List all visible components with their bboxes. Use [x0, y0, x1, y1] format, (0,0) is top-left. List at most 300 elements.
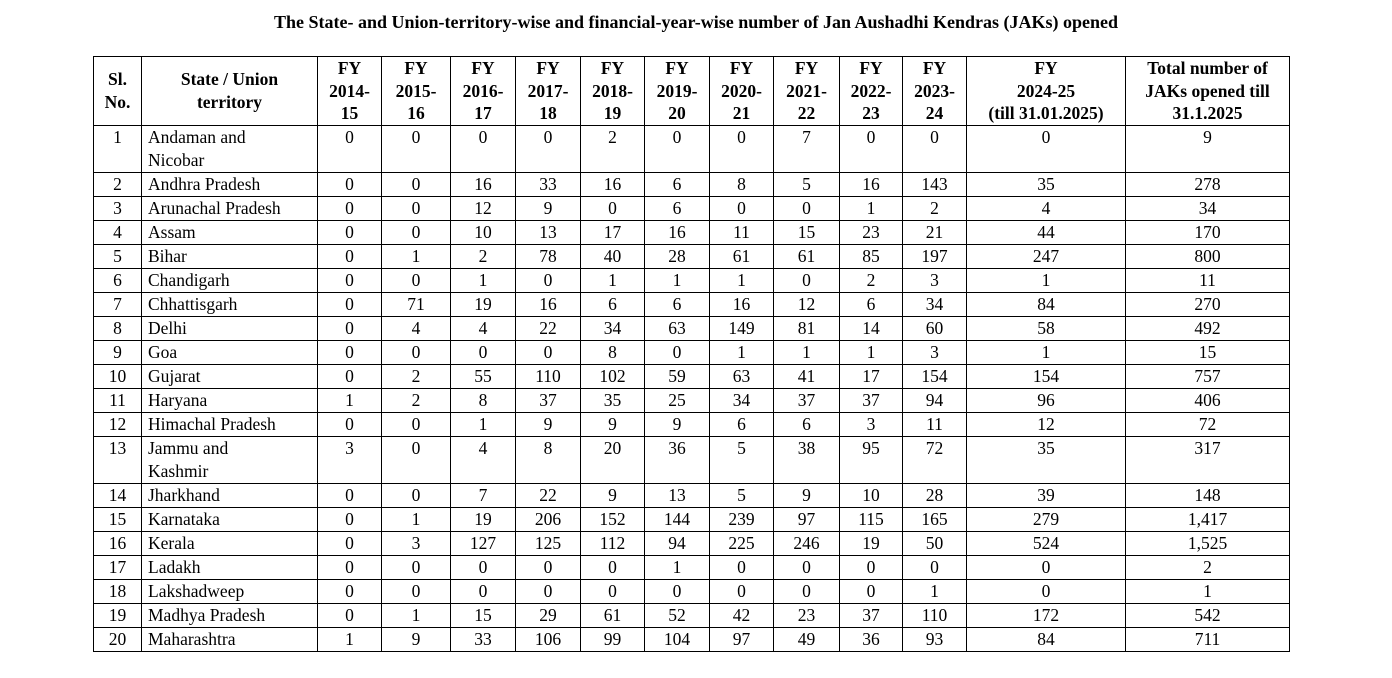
header-state-line: State / Union: [180, 69, 279, 90]
fy-value-cell: 0: [645, 125, 710, 172]
fy-value-cell: 11: [710, 220, 774, 244]
table-header: [94, 57, 1290, 126]
fy-value-cell: 0: [382, 220, 451, 244]
table-row: [94, 412, 1290, 436]
fy-value-cell: 8: [710, 172, 774, 196]
fy-value-cell: 1: [645, 555, 710, 579]
sl-no-cell: 19: [94, 603, 142, 627]
header-fy-line: 2019-: [656, 80, 698, 101]
header-total-line: JAKs opened till: [1145, 80, 1270, 101]
state-name-line: Himachal Pradesh: [148, 413, 276, 434]
fy-value-cell: 41: [774, 364, 840, 388]
fy-value-cell: 6: [840, 292, 903, 316]
fy-value-cell: 239: [710, 507, 774, 531]
fy-value-cell: 4: [451, 316, 516, 340]
fy-value-cell: 0: [516, 555, 581, 579]
state-name-line: Jammu and: [148, 437, 229, 458]
header-fy-line: 2017-: [527, 80, 569, 101]
sl-no-cell: 18: [94, 579, 142, 603]
fy-value-cell: 0: [710, 579, 774, 603]
header-fy-line: 2016-: [462, 80, 504, 101]
fy-value-cell: 0: [318, 531, 382, 555]
sl-no-cell: 12: [94, 412, 142, 436]
sl-no-cell: 5: [94, 244, 142, 268]
header-fy-line: FY: [600, 58, 625, 78]
fy-value-cell: 12: [774, 292, 840, 316]
fy-value-cell: 6: [645, 172, 710, 196]
fy-value-cell: 37: [774, 388, 840, 412]
fy-value-cell: 0: [382, 268, 451, 292]
fy-value-cell: 9: [516, 412, 581, 436]
fy-value-cell: 28: [645, 244, 710, 268]
header-fy-line: FY: [729, 58, 754, 78]
fy-value-cell: 110: [903, 603, 967, 627]
fy-value-cell: 1: [967, 340, 1126, 364]
fy-value-cell: 225: [710, 531, 774, 555]
header-fy: [318, 57, 382, 126]
fy-value-cell: 0: [710, 125, 774, 172]
fy-value-cell: 3: [840, 412, 903, 436]
table-row: [94, 436, 1290, 483]
header-fy: [840, 57, 903, 126]
state-cell: [142, 125, 318, 172]
fy-value-cell: 5: [710, 483, 774, 507]
header-sl-no-line: Sl.: [108, 69, 127, 90]
fy-value-cell: 63: [710, 364, 774, 388]
fy-value-cell: 0: [382, 436, 451, 483]
fy-value-cell: 0: [382, 196, 451, 220]
fy-value-cell: 1: [645, 268, 710, 292]
fy-value-cell: 84: [967, 292, 1126, 316]
header-fy-line: 19: [603, 103, 622, 123]
fy-value-cell: 0: [318, 579, 382, 603]
fy-value-cell: 1: [967, 268, 1126, 292]
state-name-line: Bihar: [148, 245, 187, 266]
fy-value-cell: 96: [967, 388, 1126, 412]
fy-value-cell: 95: [840, 436, 903, 483]
state-cell: [142, 579, 318, 603]
state-cell: [142, 172, 318, 196]
fy-value-cell: 16: [840, 172, 903, 196]
sl-no-cell: 7: [94, 292, 142, 316]
fy-value-cell: 60: [903, 316, 967, 340]
fy-value-cell: 0: [318, 244, 382, 268]
header-fy: [581, 57, 645, 126]
total-cell: 406: [1126, 388, 1290, 412]
sl-no-cell: 1: [94, 125, 142, 172]
fy-value-cell: 0: [318, 196, 382, 220]
fy-value-cell: 0: [840, 125, 903, 172]
fy-value-cell: 0: [382, 125, 451, 172]
fy-value-cell: 61: [774, 244, 840, 268]
fy-value-cell: 16: [451, 172, 516, 196]
state-name-line: Andaman and: [148, 126, 246, 147]
state-cell: [142, 627, 318, 651]
fy-value-cell: 197: [903, 244, 967, 268]
fy-value-cell: 144: [645, 507, 710, 531]
fy-value-cell: 2: [903, 196, 967, 220]
header-fy-line: FY: [665, 58, 689, 78]
fy-value-cell: 9: [516, 196, 581, 220]
header-fy-line: 2015-: [395, 80, 437, 101]
fy-value-cell: 0: [451, 340, 516, 364]
fy-value-cell: 84: [967, 627, 1126, 651]
fy-value-cell: 1: [451, 268, 516, 292]
fy-value-cell: 0: [903, 555, 967, 579]
fy-value-cell: 0: [774, 555, 840, 579]
fy-value-cell: 8: [451, 388, 516, 412]
fy-value-cell: 44: [967, 220, 1126, 244]
total-cell: 72: [1126, 412, 1290, 436]
total-cell: 800: [1126, 244, 1290, 268]
table-row: [94, 483, 1290, 507]
header-fy-line: 2018-: [592, 80, 633, 101]
fy-value-cell: 21: [903, 220, 967, 244]
fy-value-cell: 6: [710, 412, 774, 436]
sl-no-cell: 2: [94, 172, 142, 196]
fy-value-cell: 8: [516, 436, 581, 483]
state-name-line: Chandigarh: [148, 269, 230, 290]
table-body: [94, 125, 1290, 651]
fy-value-cell: 9: [581, 412, 645, 436]
sl-no-cell: 15: [94, 507, 142, 531]
total-cell: 492: [1126, 316, 1290, 340]
state-cell: [142, 436, 318, 483]
fy-value-cell: 33: [451, 627, 516, 651]
fy-value-cell: 0: [516, 268, 581, 292]
header-sl-no-line: No.: [104, 91, 131, 112]
header-fy: [774, 57, 840, 126]
fy-value-cell: 16: [581, 172, 645, 196]
state-cell: [142, 555, 318, 579]
fy-value-cell: 3: [318, 436, 382, 483]
state-name-line: Jharkhand: [148, 484, 220, 505]
state-cell: [142, 196, 318, 220]
fy-value-cell: 0: [318, 483, 382, 507]
fy-value-cell: 35: [967, 172, 1126, 196]
header-fy-line: 22: [797, 103, 816, 123]
header-total-line: Total number of: [1147, 58, 1268, 78]
fy-value-cell: 0: [318, 603, 382, 627]
state-name-line: Lakshadweep: [148, 580, 245, 601]
sl-no-cell: 16: [94, 531, 142, 555]
fy-value-cell: 0: [645, 579, 710, 603]
fy-value-cell: 29: [516, 603, 581, 627]
fy-value-cell: 0: [318, 268, 382, 292]
sl-no-cell: 20: [94, 627, 142, 651]
fy-value-cell: 28: [903, 483, 967, 507]
fy-value-cell: 5: [710, 436, 774, 483]
fy-value-cell: 23: [774, 603, 840, 627]
fy-value-cell: 0: [382, 172, 451, 196]
state-name-line: Maharashtra: [148, 628, 236, 649]
fy-value-cell: 37: [840, 603, 903, 627]
sl-no-cell: 11: [94, 388, 142, 412]
table-row: [94, 340, 1290, 364]
state-cell: [142, 316, 318, 340]
fy-value-cell: 93: [903, 627, 967, 651]
total-cell: 2: [1126, 555, 1290, 579]
header-fy-line: FY: [471, 58, 495, 78]
fy-value-cell: 17: [840, 364, 903, 388]
fy-value-cell: 0: [382, 579, 451, 603]
fy-value-cell: 36: [840, 627, 903, 651]
fy-value-cell: 0: [318, 125, 382, 172]
state-name-line: Ladakh: [148, 556, 201, 577]
fy-value-cell: 19: [451, 292, 516, 316]
fy-value-cell: 9: [645, 412, 710, 436]
fy-value-cell: 16: [710, 292, 774, 316]
state-cell: [142, 388, 318, 412]
header-state-line: territory: [196, 91, 263, 112]
header-fy-line: FY: [536, 58, 560, 78]
fy-value-cell: 49: [774, 627, 840, 651]
fy-value-cell: 78: [516, 244, 581, 268]
fy-value-cell: 36: [645, 436, 710, 483]
fy-value-cell: 0: [840, 555, 903, 579]
table-row: [94, 292, 1290, 316]
fy-value-cell: 15: [774, 220, 840, 244]
fy-value-cell: 0: [318, 507, 382, 531]
fy-value-cell: 10: [451, 220, 516, 244]
fy-value-cell: 17: [581, 220, 645, 244]
table-row: [94, 388, 1290, 412]
fy-value-cell: 2: [581, 125, 645, 172]
header-fy-line: FY: [794, 58, 819, 78]
total-cell: 711: [1126, 627, 1290, 651]
fy-value-cell: 13: [516, 220, 581, 244]
table-row: [94, 125, 1290, 172]
fy-value-cell: 55: [451, 364, 516, 388]
fy-value-cell: 19: [840, 531, 903, 555]
fy-value-cell: 12: [451, 196, 516, 220]
fy-value-cell: 112: [581, 531, 645, 555]
table-row: [94, 555, 1290, 579]
fy-value-cell: 11: [903, 412, 967, 436]
fy-value-cell: 58: [967, 316, 1126, 340]
sl-no-cell: 9: [94, 340, 142, 364]
fy-value-cell: 1: [318, 627, 382, 651]
fy-value-cell: 81: [774, 316, 840, 340]
header-fy-line: 2023-: [914, 80, 955, 101]
state-name-line: Assam: [148, 221, 196, 242]
state-name-line: Karnataka: [148, 508, 220, 529]
fy-value-cell: 4: [382, 316, 451, 340]
table-row: [94, 627, 1290, 651]
sl-no-cell: 8: [94, 316, 142, 340]
fy-value-cell: 104: [645, 627, 710, 651]
fy-value-cell: 97: [710, 627, 774, 651]
fy-value-cell: 34: [903, 292, 967, 316]
fy-value-cell: 3: [382, 531, 451, 555]
header-fy-line: (till 31.01.2025): [988, 103, 1104, 123]
fy-value-cell: 34: [581, 316, 645, 340]
fy-value-cell: 1: [903, 579, 967, 603]
header-fy-line: 15: [340, 103, 359, 123]
header-fy-line: 20: [668, 103, 686, 123]
fy-value-cell: 38: [774, 436, 840, 483]
fy-value-cell: 1: [318, 388, 382, 412]
fy-value-cell: 37: [516, 388, 581, 412]
fy-value-cell: 1: [382, 507, 451, 531]
header-state: [142, 57, 318, 126]
total-cell: 270: [1126, 292, 1290, 316]
fy-value-cell: 0: [318, 555, 382, 579]
fy-value-cell: 0: [516, 340, 581, 364]
fy-value-cell: 0: [318, 220, 382, 244]
fy-value-cell: 0: [318, 292, 382, 316]
fy-value-cell: 0: [774, 579, 840, 603]
fy-value-cell: 1: [451, 412, 516, 436]
fy-value-cell: 127: [451, 531, 516, 555]
fy-value-cell: 6: [645, 292, 710, 316]
fy-value-cell: 0: [967, 125, 1126, 172]
table-row: [94, 507, 1290, 531]
state-name-line: Gujarat: [148, 365, 201, 386]
fy-value-cell: 110: [516, 364, 581, 388]
fy-value-cell: 22: [516, 316, 581, 340]
fy-value-cell: 71: [382, 292, 451, 316]
fy-value-cell: 246: [774, 531, 840, 555]
fy-value-cell: 10: [840, 483, 903, 507]
header-fy: [451, 57, 516, 126]
state-name-line: Arunachal Pradesh: [148, 197, 281, 218]
header-fy: [516, 57, 581, 126]
fy-value-cell: 0: [903, 125, 967, 172]
total-cell: 9: [1126, 125, 1290, 172]
header-fy: [382, 57, 451, 126]
fy-value-cell: 50: [903, 531, 967, 555]
fy-value-cell: 61: [710, 244, 774, 268]
header-fy: [903, 57, 967, 126]
header-fy-line: FY: [337, 58, 362, 78]
state-cell: [142, 364, 318, 388]
total-cell: 278: [1126, 172, 1290, 196]
state-name-line: Kerala: [148, 532, 195, 553]
header-total-line: 31.1.2025: [1172, 103, 1243, 123]
header-fy: [710, 57, 774, 126]
fy-value-cell: 39: [967, 483, 1126, 507]
sl-no-cell: 6: [94, 268, 142, 292]
fy-value-cell: 40: [581, 244, 645, 268]
fy-value-cell: 99: [581, 627, 645, 651]
fy-value-cell: 0: [967, 555, 1126, 579]
table-row: [94, 268, 1290, 292]
fy-value-cell: 34: [710, 388, 774, 412]
fy-value-cell: 106: [516, 627, 581, 651]
fy-value-cell: 0: [382, 340, 451, 364]
fy-value-cell: 16: [516, 292, 581, 316]
fy-value-cell: 1: [710, 268, 774, 292]
header-fy-line: 2021-: [786, 80, 827, 101]
fy-value-cell: 0: [318, 340, 382, 364]
fy-value-cell: 2: [840, 268, 903, 292]
sl-no-cell: 17: [94, 555, 142, 579]
header-fy-line: 2024-25: [1016, 80, 1076, 101]
fy-value-cell: 247: [967, 244, 1126, 268]
fy-value-cell: 0: [451, 125, 516, 172]
fy-value-cell: 0: [382, 483, 451, 507]
header-fy: [967, 57, 1126, 126]
fy-value-cell: 0: [581, 196, 645, 220]
state-cell: [142, 531, 318, 555]
fy-value-cell: 23: [840, 220, 903, 244]
total-cell: 34: [1126, 196, 1290, 220]
header-fy-line: 2014-: [329, 80, 370, 101]
fy-value-cell: 172: [967, 603, 1126, 627]
fy-value-cell: 102: [581, 364, 645, 388]
total-cell: 1: [1126, 579, 1290, 603]
fy-value-cell: 3: [903, 340, 967, 364]
header-fy-line: 16: [407, 103, 425, 123]
table-row: [94, 316, 1290, 340]
fy-value-cell: 0: [516, 125, 581, 172]
fy-value-cell: 1: [581, 268, 645, 292]
fy-value-cell: 0: [774, 196, 840, 220]
document-title: The State- and Union-territory-wise and financial-year-wise number of Jan Aushadhi Kendras (JAKs) opened: [273, 12, 1119, 32]
header-fy-line: FY: [404, 58, 428, 78]
fy-value-cell: 6: [581, 292, 645, 316]
state-name-line: Madhya Pradesh: [148, 604, 266, 625]
sl-no-cell: 4: [94, 220, 142, 244]
fy-value-cell: 20: [581, 436, 645, 483]
sl-no-cell: 10: [94, 364, 142, 388]
state-cell: [142, 244, 318, 268]
header-fy: [645, 57, 710, 126]
sl-no-cell: 13: [94, 436, 142, 483]
table-row: [94, 244, 1290, 268]
fy-value-cell: 0: [774, 268, 840, 292]
fy-value-cell: 52: [645, 603, 710, 627]
fy-value-cell: 2: [382, 388, 451, 412]
header-fy-line: 17: [474, 103, 492, 123]
header-fy-line: FY: [859, 58, 883, 78]
state-name-line: Chhattisgarh: [148, 293, 238, 314]
state-name-line: Haryana: [148, 389, 208, 410]
fy-value-cell: 15: [451, 603, 516, 627]
header-fy-line: FY: [1034, 58, 1058, 78]
fy-value-cell: 37: [840, 388, 903, 412]
state-cell: [142, 340, 318, 364]
fy-value-cell: 59: [645, 364, 710, 388]
table-row: [94, 196, 1290, 220]
fy-value-cell: 94: [903, 388, 967, 412]
state-cell: [142, 507, 318, 531]
state-name-line: Nicobar: [148, 149, 205, 170]
table-row: [94, 531, 1290, 555]
fy-value-cell: 154: [903, 364, 967, 388]
state-cell: [142, 483, 318, 507]
fy-value-cell: 0: [645, 340, 710, 364]
fy-value-cell: 35: [967, 436, 1126, 483]
table-row: [94, 220, 1290, 244]
fy-value-cell: 0: [516, 579, 581, 603]
total-cell: 1,525: [1126, 531, 1290, 555]
fy-value-cell: 4: [967, 196, 1126, 220]
fy-value-cell: 0: [451, 555, 516, 579]
fy-value-cell: 0: [581, 579, 645, 603]
fy-value-cell: 35: [581, 388, 645, 412]
fy-value-cell: 1: [840, 196, 903, 220]
fy-value-cell: 63: [645, 316, 710, 340]
total-cell: 542: [1126, 603, 1290, 627]
fy-value-cell: 1: [382, 603, 451, 627]
header-row: [94, 57, 1290, 126]
fy-value-cell: 206: [516, 507, 581, 531]
fy-value-cell: 9: [382, 627, 451, 651]
fy-value-cell: 143: [903, 172, 967, 196]
fy-value-cell: 85: [840, 244, 903, 268]
